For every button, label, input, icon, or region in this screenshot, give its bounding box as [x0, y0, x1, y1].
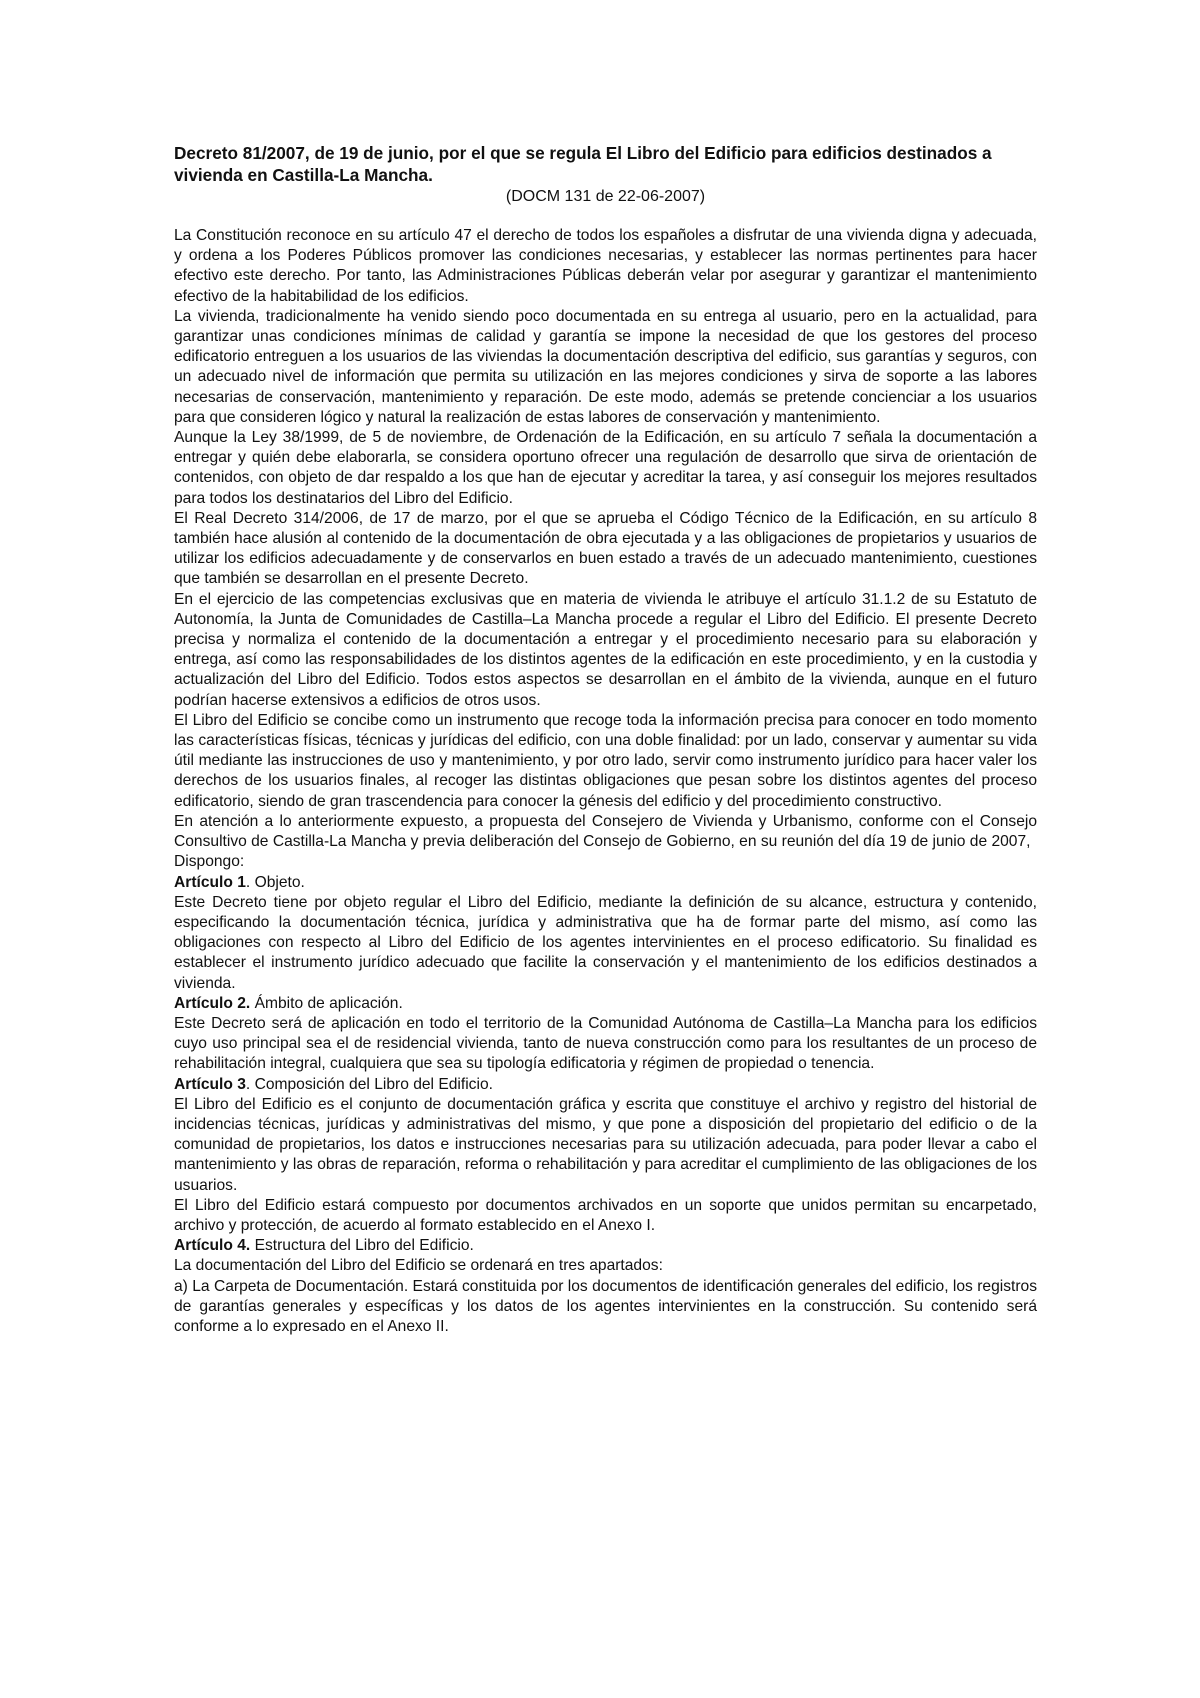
article-2-title: Ámbito de aplicación. [250, 994, 403, 1012]
preamble-paragraph: El Real Decreto 314/2006, de 17 de marzo, por el que se aprueba el Código Técnico de la Edificación, en su artículo 8 también hace alusión al contenido de la documentación de obra ejecutada y a las obligaciones de propietarios y usuarios de utilizar los edificios adecuadamente y de conservarlos en buen estado a través de un adecuado mantenimiento, cuestiones que también se desarrollan en el presente Decreto. [174, 509, 1037, 588]
document-title: Decreto 81/2007, de 19 de junio, por el que se regula El Libro del Edificio para edificios destinados a vivienda en Castilla-La Mancha. [174, 143, 992, 185]
article-paragraph: La documentación del Libro del Edificio se ordenará en tres apartados: [174, 1257, 663, 1275]
article-4-heading [174, 1236, 1037, 1256]
article-paragraph: El Libro del Edificio estará compuesto por documentos archivados en un soporte que unidos permitan su encarpetado, archivo y protección, de acuerdo al formato establecido en el Anexo I. [174, 1196, 1037, 1234]
article-paragraph: Este Decreto será de aplicación en todo el territorio de la Comunidad Autónoma de Castilla–La Mancha para los edificios cuyo uso principal sea el de residencial vivienda, tanto de nueva construcción como para los resultantes de un proceso de rehabilitación integral, cualquiera que sea su tipología edificatoria y régimen de propiedad o tenencia. [174, 1014, 1037, 1073]
article-3-title: . Composición del Libro del Edificio. [245, 1075, 493, 1093]
preamble-paragraph: En atención a lo anteriormente expuesto, a propuesta del Consejero de Vivienda y Urbanismo, conforme con el Consejo Consultivo de Castilla-La Mancha y previa deliberación del Consejo de Gobierno, en su reunión del día 19 de junio de 2007, [174, 812, 1037, 851]
article-1-label: Artículo 1 [174, 873, 246, 891]
article-2-heading [174, 994, 1037, 1014]
article-3-heading [174, 1075, 1037, 1095]
preamble-paragraph: La vivienda, tradicionalmente ha venido siendo poco documentada en su entrega al usuario, pero en la actualidad, para garantizar unas condiciones mínimas de calidad y garantía se impone la necesidad de que los gestores del proceso edificatorio entreguen a los usuarios de las viviendas la documentación descriptiva del edificio, sus garantías y seguros, con un adecuado nivel de información que permita su utilización en las mejores condiciones y sirva de soporte a las labores necesarias de conservación, mantenimiento y reparación. De este modo, además se pretende concienciar a los usuarios para que consideren lógico y natural la realización de estas labores de conservación y mantenimiento. [174, 307, 1037, 426]
article-1-heading [174, 873, 1037, 893]
document-page [174, 142, 1037, 1337]
preamble-paragraph: Aunque la Ley 38/1999, de 5 de noviembre, de Ordenación de la Edificación, en su artículo 7 señala la documentación a entregar y quién debe elaborarla, se considera oportuno ofrecer una regulación de desarrollo que sirva de orientación de contenidos, con objeto de dar respaldo a los que han de ejecutar y acreditar la tarea, y así conseguir los mejores resultados para todos los destinatarios del Libro del Edificio. [174, 429, 1037, 507]
dispongo-line: Dispongo: [174, 853, 245, 871]
article-3-label: Artículo 3 [174, 1075, 246, 1093]
preamble-paragraph: El Libro del Edificio se concibe como un instrumento que recoge toda la información precisa para conocer en todo momento las características físicas, técnicas y jurídicas del edificio, con una doble finalidad: por un lado, conservar y aumentar su vida útil mediante las instrucciones de uso y mantenimiento, y por otro lado, servir como instrumento jurídico para hacer valer los derechos de los usuarios finales, al recoger las distintas obligaciones que pesan sobre los distintos agentes del proceso edificatorio, siendo de gran trascendencia para conocer la génesis del edificio y del procedimiento constructivo. [174, 711, 1037, 810]
article-paragraph: El Libro del Edificio es el conjunto de documentación gráfica y escrita que constituye el archivo y registro del historial de incidencias técnicas, jurídicas y administrativas del mismo, y que pone a disposición del propietario del edificio o de la comunidad de propietarios, los datos e instrucciones necesarias para su utilización adecuada, para poder llevar a cabo el mantenimiento y las obras de reparación, reforma o rehabilitación y para acreditar el cumplimiento de las obligaciones de los usuarios. [174, 1095, 1037, 1194]
article-1-title: . Objeto. [245, 873, 305, 891]
article-4-title: Estructura del Libro del Edificio. [250, 1237, 474, 1255]
article-paragraph: a) La Carpeta de Documentación. Estará constituida por los documentos de identificación generales del edificio, los registros de garantías generales y específicas y los datos de los agentes intervinientes en la construcción. Su contenido será conforme a lo expresado en el Anexo II. [174, 1277, 1037, 1335]
article-paragraph: Este Decreto tiene por objeto regular el Libro del Edificio, mediante la definición de su alcance, estructura y contenido, especificando la documentación técnica, jurídica y administrativa que ha de formar parte del mismo, así como las obligaciones con respecto al Libro del Edificio de los agentes intervinientes en el proceso edificatorio. Su finalidad es establecer el instrumento jurídico adecuado que facilite la conservación y el mantenimiento de los edificios destinados a vivienda. [174, 893, 1037, 992]
preamble-paragraph: En el ejercicio de las competencias exclusivas que en materia de vivienda le atribuye el artículo 31.1.2 de su Estatuto de Autonomía, la Junta de Comunidades de Castilla–La Mancha procede a regular el Libro del Edificio. El presente Decreto precisa y normaliza el contenido de la documentación a entregar y el procedimiento necesario para su elaboración y entrega, así como las responsabilidades de los distintos agentes de la edificación en este procedimiento, y en la custodia y actualización del Libro del Edificio. Todos estos aspectos se desarrollan en el ámbito de la vivienda, aunque en el futuro podrían hacerse extensivos a edificios de otros usos. [174, 590, 1037, 709]
article-4-label: Artículo 4. [174, 1237, 251, 1255]
document-subtitle: (DOCM 131 de 22-06-2007) [505, 188, 706, 205]
article-2-label: Artículo 2. [174, 994, 251, 1012]
preamble-paragraph: La Constitución reconoce en su artículo 47 el derecho de todos los españoles a disfrutar de una vivienda digna y adecuada, y ordena a los Poderes Públicos promover las condiciones necesarias, y establecer las normas pertinentes para hacer efectivo este derecho. Por tanto, las Administraciones Públicas deberán velar por asegurar y garantizar el mantenimiento efectivo de la habitabilidad de los edificios. [174, 227, 1037, 305]
